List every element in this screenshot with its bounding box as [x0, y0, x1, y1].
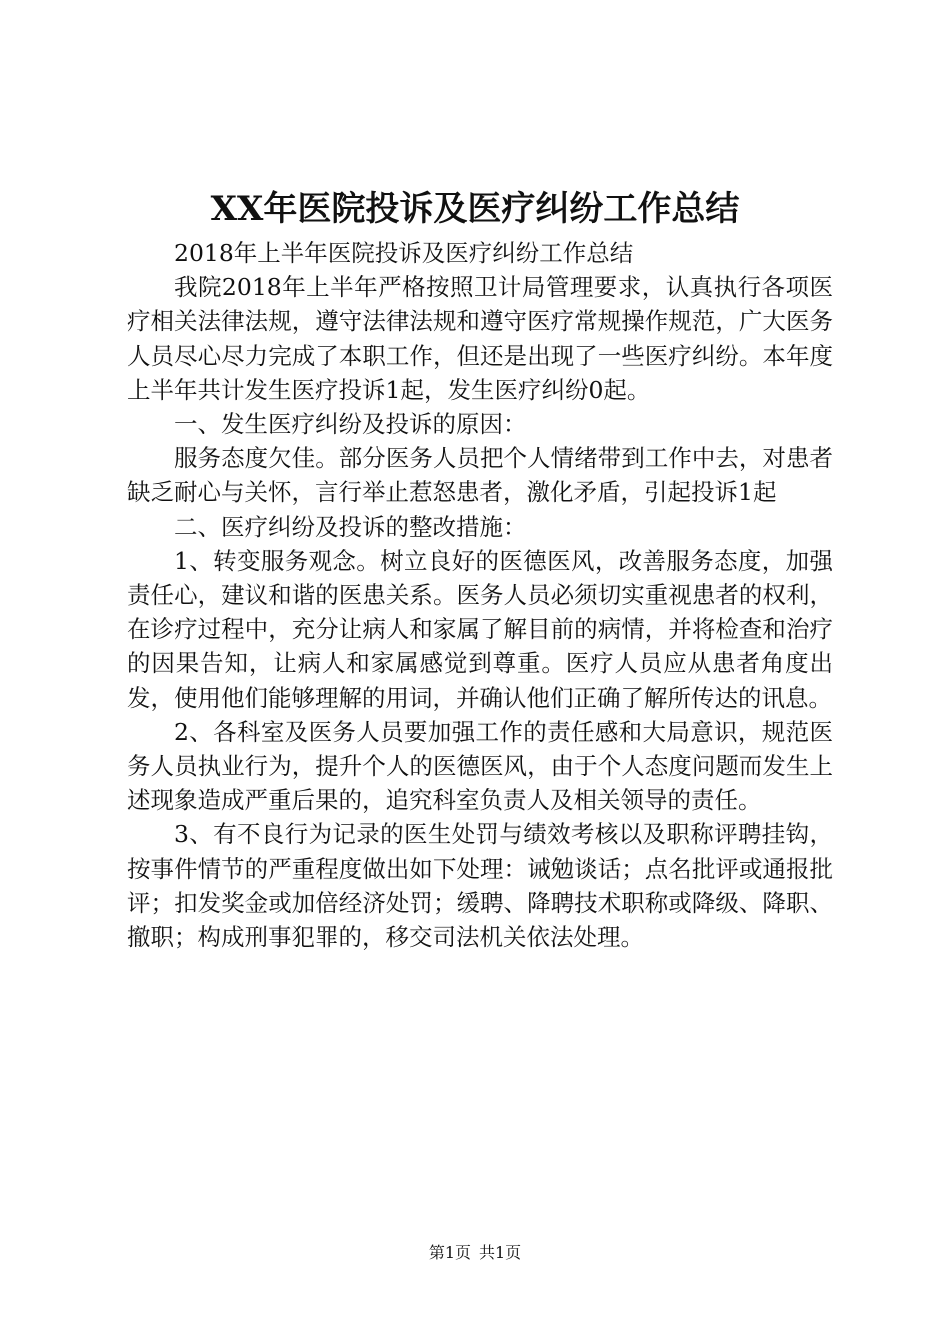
document-body: [127, 236, 833, 954]
section-heading-measures: 二、医疗纠纷及投诉的整改措施：: [174, 512, 527, 541]
measure-paragraph-3: 3、有不良行为记录的医生处罚与绩效考核以及职称评聘挂钩，按事件情节的严重程度做出如下处理：诫勉谈话；点名批评或通报批评；扣发奖金或加倍经济处罚；缓聘、降聘技术职称或降级、降职、撤职；构成刑事犯罪的，移交司法机关依法处理。: [127, 820, 833, 952]
causes-paragraph: 服务态度欠佳。部分医务人员把个人情绪带到工作中去，对患者缺乏耐心与关怀，言行举止惹怒患者，激化矛盾，引起投诉1起: [127, 444, 833, 507]
measure-paragraph-2: 2、各科室及医务人员要加强工作的责任感和大局意识，规范医务人员执业行为，提升个人的医德医风，由于个人态度问题而发生上述现象造成严重后果的，追究科室负责人及相关领导的责任。: [127, 717, 833, 815]
subtitle-paragraph: 2018年上半年医院投诉及医疗纠纷工作总结: [174, 239, 634, 267]
page-total: 共1页: [479, 1243, 522, 1262]
document-title: XX年医院投诉及医疗纠纷工作总结: [210, 189, 740, 229]
page-number: 第1页: [428, 1243, 471, 1262]
page-footer: [0, 1241, 950, 1265]
section-heading-causes: 一、发生医疗纠纷及投诉的原因：: [174, 410, 527, 439]
intro-paragraph: 我院2018年上半年严格按照卫计局管理要求，认真执行各项医疗相关法律法规，遵守法律法规和遵守医疗常规操作规范，广大医务人员尽心尽力完成了本职工作，但还是出现了一些医疗纠纷。本年度上半年共计发生医疗投诉1起，发生医疗纠纷0起。: [127, 273, 833, 404]
measure-paragraph-1: 1、转变服务观念。树立良好的医德医风，改善服务态度，加强责任心，建议和谐的医患关系。医务人员必须切实重视患者的权利，在诊疗过程中，充分让病人和家属了解目前的病情，并将检查和治疗的因果告知，让病人和家属感觉到尊重。医疗人员应从患者角度出发，使用他们能够理解的用词，并确认他们正确了解所传达的讯息。: [127, 546, 833, 712]
